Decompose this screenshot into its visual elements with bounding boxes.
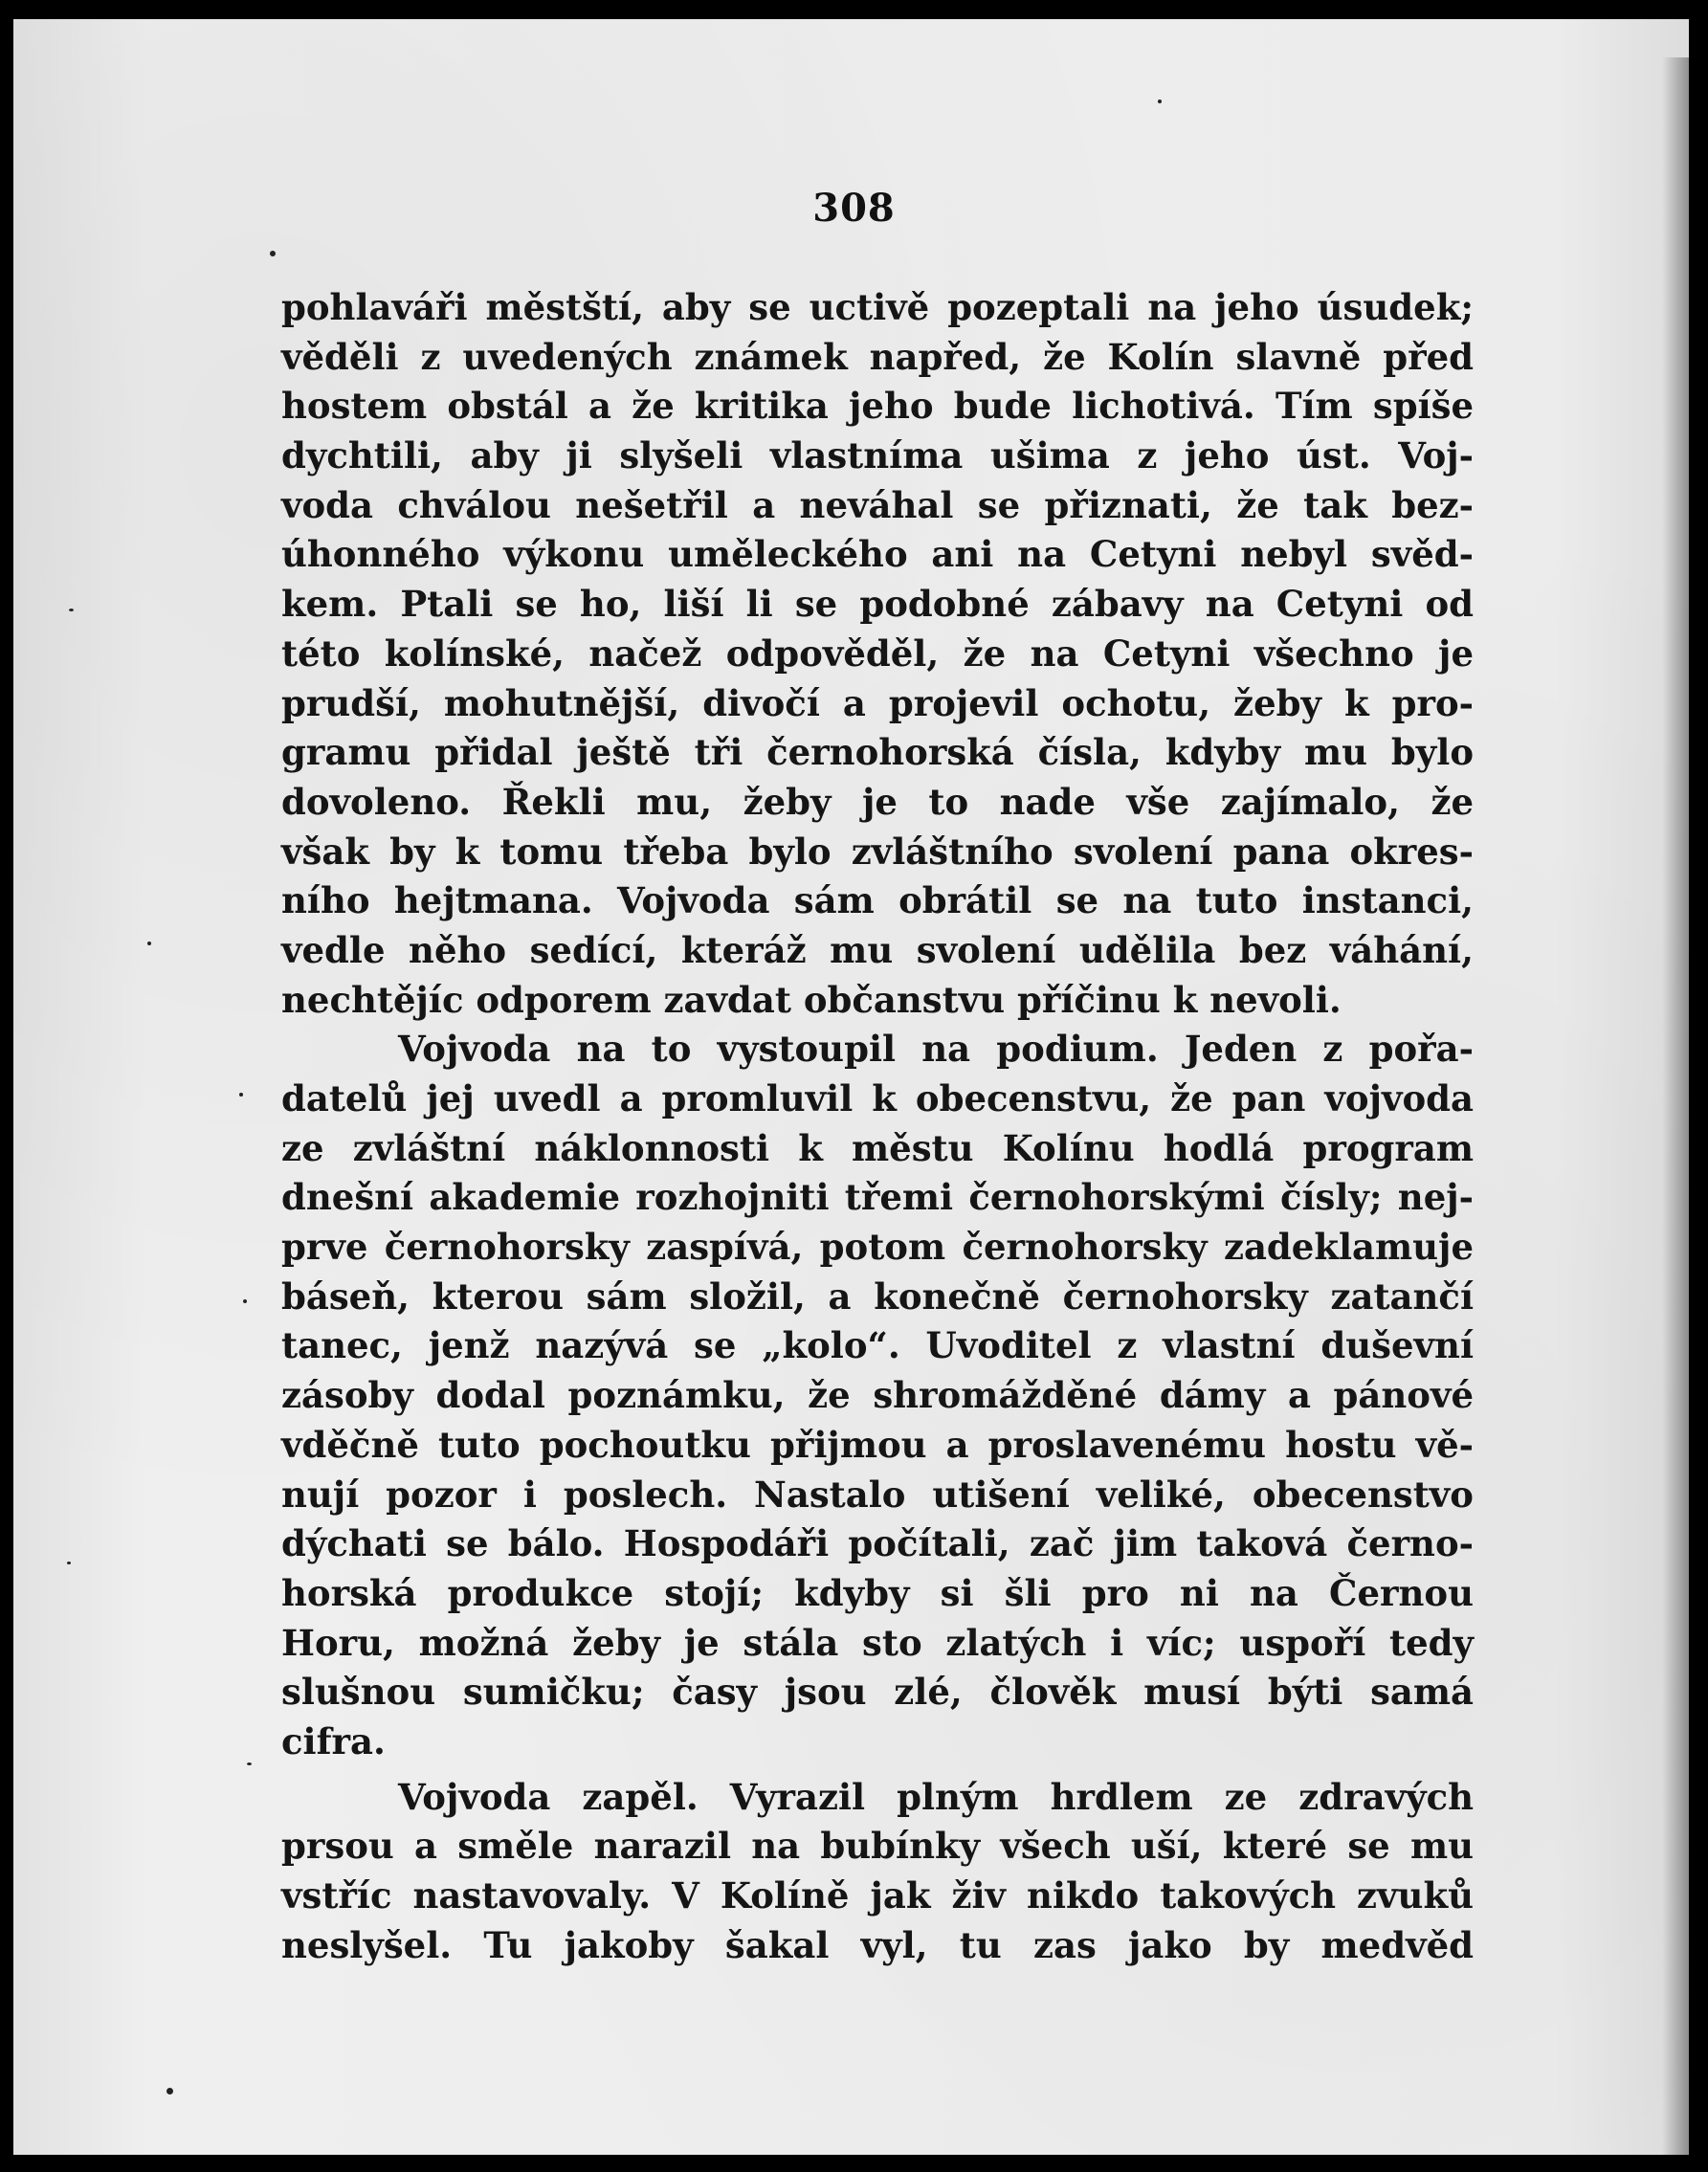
text-line: dnešní akademie rozhojniti třemi černohorskými čísly; nej- <box>281 1176 1474 1219</box>
text-line: báseň, kterou sám složil, a konečně černohorsky zatančí <box>281 1274 1474 1318</box>
text-line: voda chválou nešetřil a neváhal se přiznati, že tak bez- <box>281 483 1474 526</box>
ink-speck <box>67 1562 71 1564</box>
text-line: dychtili, aby ji slyšeli vlastníma ušima z jeho úst. Voj- <box>281 434 1474 477</box>
text-line: nechtějíc odporem zavdat občanstvu příčinu k nevoli. <box>281 978 1342 1021</box>
text-line: horská produkce stojí; kdyby si šli pro ni na Černou <box>281 1571 1474 1614</box>
text-line: nují pozor i poslech. Nastalo utišení veliké, obecenstvo <box>281 1473 1474 1516</box>
text-line: prve černohorsky zaspívá, potom černohorsky zadeklamuje <box>281 1226 1474 1269</box>
text-line: kem. Ptali se ho, liší li se podobné zábavy na Cetyni od <box>281 583 1474 626</box>
text-line: pohlaváři městští, aby se uctivě pozeptali na jeho úsudek; <box>281 286 1474 328</box>
page-edge-shadow <box>1662 57 1689 2172</box>
paragraph <box>281 283 1474 1025</box>
text-line: datelů jej uvedl a promluvil k obecenstvu, že pan vojvoda <box>281 1077 1474 1119</box>
text-line: úhonného výkonu uměleckého ani na Cetyni nebyl svěd- <box>281 533 1474 576</box>
text-line: Horu, možná žeby je stála sto zlatých i víc; uspoří tedy <box>281 1621 1474 1664</box>
ink-speck <box>243 1299 247 1303</box>
text-line: prudší, mohutnější, divočí a projevil ochotu, žeby k pro- <box>281 681 1474 724</box>
ink-speck <box>147 942 151 945</box>
paragraph <box>281 1025 1474 1766</box>
ink-speck <box>166 2088 173 2094</box>
body-text <box>281 283 1474 1970</box>
text-line: slušnou sumičku; časy jsou zlé, člověk musí býti samá <box>281 1671 1474 1714</box>
ink-speck <box>270 251 276 256</box>
text-line: prsou a směle narazil na bubínky všech uší, které se mu <box>281 1825 1474 1868</box>
text-line: však by k tomu třeba bylo zvláštního svolení pana okres- <box>281 830 1474 873</box>
text-line: dovoleno. Řekli mu, žeby je to nade vše zajímalo, že <box>281 780 1474 823</box>
text-line: hostem obstál a že kritika jeho bude lichotivá. Tím spíše <box>281 385 1474 428</box>
ink-speck <box>1158 100 1162 103</box>
text-line: věděli z uvedených známek napřed, že Kolín slavně před <box>281 335 1474 378</box>
page-number: 308 <box>812 186 896 231</box>
ink-speck <box>239 1093 243 1097</box>
ink-speck <box>247 1762 252 1765</box>
text-line: gramu přidal ještě tři černohorská čísla, kdyby mu bylo <box>281 731 1474 774</box>
ink-speck <box>69 609 74 611</box>
text-line: Vojvoda na to vystoupil na podium. Jeden z pořa- <box>398 1028 1474 1071</box>
paragraph <box>281 1773 1474 1971</box>
text-line: vstříc nastavovaly. V Kolíně jak živ nikdo takových zvuků <box>281 1874 1474 1917</box>
text-line: dýchati se bálo. Hospodáři počítali, zač jim taková černo- <box>281 1522 1474 1565</box>
text-line: Vojvoda zapěl. Vyrazil plným hrdlem ze zdravých <box>398 1775 1474 1818</box>
text-line: vděčně tuto pochoutku přijmou a proslavenému hostu vě- <box>281 1423 1474 1466</box>
text-line: cifra. <box>281 1719 386 1762</box>
text-line: zásoby dodal poznámku, že shromážděné dámy a pánové <box>281 1374 1474 1417</box>
text-line: této kolínské, načež odpověděl, že na Cetyni všechno je <box>281 632 1474 675</box>
text-line: neslyšel. Tu jakoby šakal vyl, tu zas jako by medvěd <box>281 1923 1474 1966</box>
text-line: ze zvláštní náklonnosti k městu Kolínu hodlá program <box>281 1126 1474 1169</box>
text-line: vedle něho sedící, kteráž mu svolení udělila bez váhání, <box>281 928 1474 971</box>
text-line: ního hejtmana. Vojvoda sám obrátil se na tuto instanci, <box>281 879 1474 922</box>
text-line: tanec, jenž nazývá se „kolo“. Uvoditel z vlastní duševní <box>281 1324 1474 1367</box>
